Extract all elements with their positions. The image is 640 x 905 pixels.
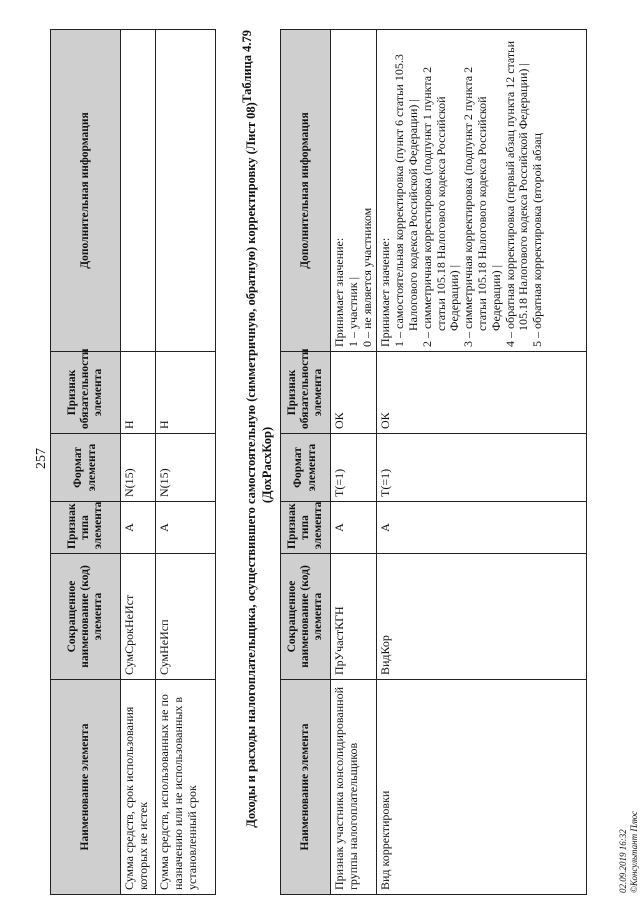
value-item: 1 – самостоятельная корректировка (пункт 6 статьи 105.3 Налогового кодекса Российской Федерации) | [392, 54, 420, 347]
cell-code: ВидКор [377, 554, 587, 680]
cell-required: Н [156, 352, 216, 434]
col-header-format: Формат элемента [51, 434, 121, 502]
table-4-79 [280, 29, 587, 895]
col-header-required: Признак обязательности элемента [51, 352, 121, 434]
cell-required: ОК [377, 352, 587, 434]
cell-info [377, 30, 587, 352]
footer-date: 02.09.2019 16:32 [618, 829, 628, 893]
value-item: 1 – участник | [345, 276, 360, 347]
table-code-subtitle: (ДохРасхКор) [260, 426, 274, 504]
value-item: 3 – симметричная корректировка (подпункт 2 пункта 2 статьи 105.18 Налогового кодекса Российской Федерации) | [461, 66, 503, 347]
info-heading: Принимает значение: [332, 237, 346, 347]
table-header-row [281, 30, 331, 895]
cell-code: СумНеИсп [156, 554, 216, 680]
cell-code: СумСрокНеИст [121, 554, 156, 680]
cell-info [121, 30, 156, 352]
value-item: 2 – симметричная корректировка (подпункт 1 пункта 2 статьи 105.18 Налогового кодекса Российской Федерации) | [419, 66, 462, 347]
table-row [156, 30, 216, 895]
col-header-format: Формат элемента [281, 434, 331, 502]
cell-required: Н [121, 352, 156, 434]
table-number: Таблица 4.79 [240, 30, 254, 103]
cell-format: T(=1) [331, 434, 377, 502]
col-header-info: Дополнительная информация [51, 30, 121, 352]
table-row [377, 30, 587, 895]
value-item: 5 – обратная корректировка (второй абзац [530, 133, 545, 347]
cell-type: А [331, 502, 377, 554]
col-header-required: Признак обязательности элемента [281, 352, 331, 434]
cell-info [156, 30, 216, 352]
cell-type: А [377, 502, 587, 554]
col-header-name: Наименование элемента [51, 680, 121, 895]
footer-stamp [618, 811, 640, 893]
cell-name: Сумма средств, использованных не по назначению или не использованных в установленный срок [156, 680, 216, 895]
cell-type: А [156, 502, 216, 554]
cell-info [331, 30, 377, 352]
col-header-type: Признак типа элемента [281, 502, 331, 554]
table-header-row [51, 30, 121, 895]
cell-format: N(15) [121, 434, 156, 502]
cell-type: А [121, 502, 156, 554]
value-item: 0 – не является участником [359, 207, 374, 347]
info-heading: Принимает значение: [378, 237, 393, 347]
page-number: 257 [34, 448, 49, 469]
col-header-info: Дополнительная информация [281, 30, 331, 352]
table-4-78-continuation [50, 29, 216, 895]
col-header-type: Признак типа элемента [51, 502, 121, 554]
table-title-text: Доходы и расходы налогоплательщика, осуществившего самостоятельную (симметричную, обратную) корректировку (Лист 08) [244, 102, 258, 828]
cell-required: ОК [331, 352, 377, 434]
value-list [347, 34, 375, 347]
table-row [121, 30, 156, 895]
footer-source: ©Консультант Плюс [628, 811, 639, 893]
cell-format: T(=1) [377, 434, 587, 502]
cell-name: Признак участника консолидированной группы налогоплательщиков [331, 680, 377, 895]
table-title [244, 35, 275, 895]
value-list [393, 34, 545, 347]
cell-name: Сумма средств, срок использования которых не истек [121, 680, 156, 895]
cell-code: ПрУчастКГН [331, 554, 377, 680]
table-row [331, 30, 377, 895]
col-header-code: Сокращенное наименование (код) элемента [281, 554, 331, 680]
value-item: 4 – обратная корректировка (первый абзац пункта 12 статьи 105.18 Налогового кодекса Российской Федерации) | [502, 40, 531, 347]
col-header-code: Сокращенное наименование (код) элемента [51, 554, 121, 680]
cell-name: Вид корректировки [377, 680, 587, 895]
cell-format: N(15) [156, 434, 216, 502]
col-header-name: Наименование элемента [281, 680, 331, 895]
